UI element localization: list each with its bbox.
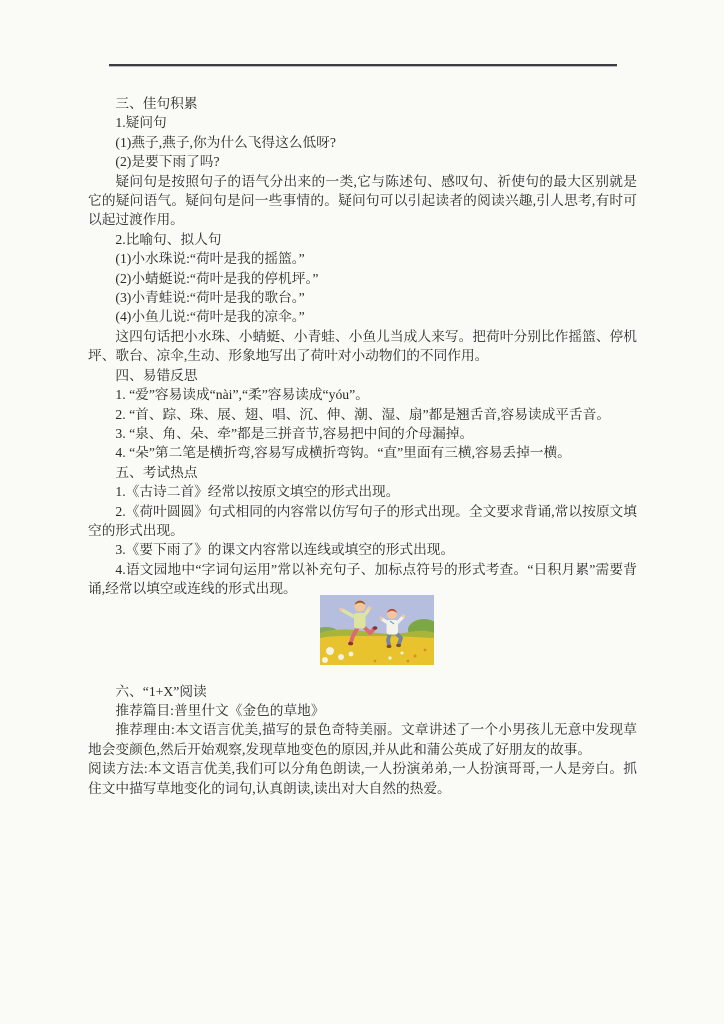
example-water-drop: (1)小水珠说:“荷叶是我的摇篮。”	[115, 251, 305, 267]
error-item-3: 3. “泉、角、朵、牵”都是三拼音节,容易把中间的介母漏掉。	[115, 425, 474, 441]
example-swallow: (1)燕子,燕子,你为什么飞得这么低呀?	[115, 134, 336, 150]
question-sentence-heading: 1.疑问句	[115, 115, 167, 131]
recommended-title: 推荐篇目:普里什文《金色的草地》	[115, 702, 325, 718]
document-body	[88, 94, 637, 798]
golden-meadow-illustration	[320, 595, 434, 665]
section-4-heading: 四、易错反思	[115, 367, 198, 383]
metaphor-explanation: 这四句话把小水珠、小蜻蜓、小青蛙、小鱼儿当成人来写。把荷叶分别比作摇篮、停机坪、歌台、凉伞,生动、形象地写出了荷叶对小动物们的不同作用。	[88, 328, 637, 364]
reading-method: 阅读方法:本文语言优美,我们可以分角色朗读,一人扮演弟弟,一人扮演哥哥,一人是旁白。抓住文中描写草地变化的词句,认真朗读,读出对大自然的热爱。	[88, 761, 637, 796]
recommendation-reason: 推荐理由:本文语言优美,描写的景色奇特美丽。文章讲述了一个小男孩儿无意中发现草地会变颜色,然后开始观察,发现草地变色的原因,并从此和蒲公英成了好朋友的故事。	[88, 722, 637, 757]
hotspot-item-1: 1.《古诗二首》经常以按原文填空的形式出现。	[115, 484, 400, 500]
figure-golden-meadow	[320, 595, 434, 665]
error-item-4: 4. “朵”第二笔是横折弯,容易写成横折弯钩。“直”里面有三横,容易丢掉一横。	[115, 445, 571, 461]
question-sentence-explanation: 疑问句是按照句子的语气分出来的一类,它与陈述句、感叹句、祈使句的最大区别就是它的疑问语气。疑问句是问一些事情的。疑问句可以引起读者的阅读兴趣,引人思考,有时可以起过渡作用。	[88, 173, 637, 228]
hotspot-item-3: 3.《要下雨了》的课文内容常以连线或填空的形式出现。	[115, 542, 455, 558]
example-dragonfly: (2)小蜻蜓说:“荷叶是我的停机坪。”	[115, 270, 319, 286]
example-fish: (4)小鱼儿说:“荷叶是我的凉伞。”	[115, 309, 305, 325]
header-rule	[109, 64, 617, 67]
error-item-2: 2. “首、踪、珠、展、翅、唱、沉、伸、潮、湿、扇”都是翘舌音,容易读成平舌音。	[115, 406, 611, 422]
example-rain: (2)是要下雨了吗?	[115, 154, 220, 170]
metaphor-heading: 2.比喻句、拟人句	[115, 231, 222, 247]
section-5-heading: 五、考试热点	[115, 464, 198, 480]
section-6-heading: 六、“1+X”阅读	[115, 683, 207, 699]
error-item-1: 1. “爱”容易读成“nài”,“柔”容易读成“yóu”。	[115, 387, 369, 403]
example-frog: (3)小青蛙说:“荷叶是我的歌台。”	[115, 290, 305, 306]
section-3-heading: 三、佳句积累	[115, 96, 198, 111]
hotspot-item-2: 2.《荷叶圆圆》句式相同的内容常以仿写句子的形式出现。全文要求背诵,常以按原文填空的形式出现。	[88, 503, 637, 538]
hotspot-item-4: 4.语文园地中“字词句运用”常以补充句子、加标点符号的形式考查。“日积月累”需要背诵,经常以填空或连线的形式出现。	[88, 561, 637, 597]
